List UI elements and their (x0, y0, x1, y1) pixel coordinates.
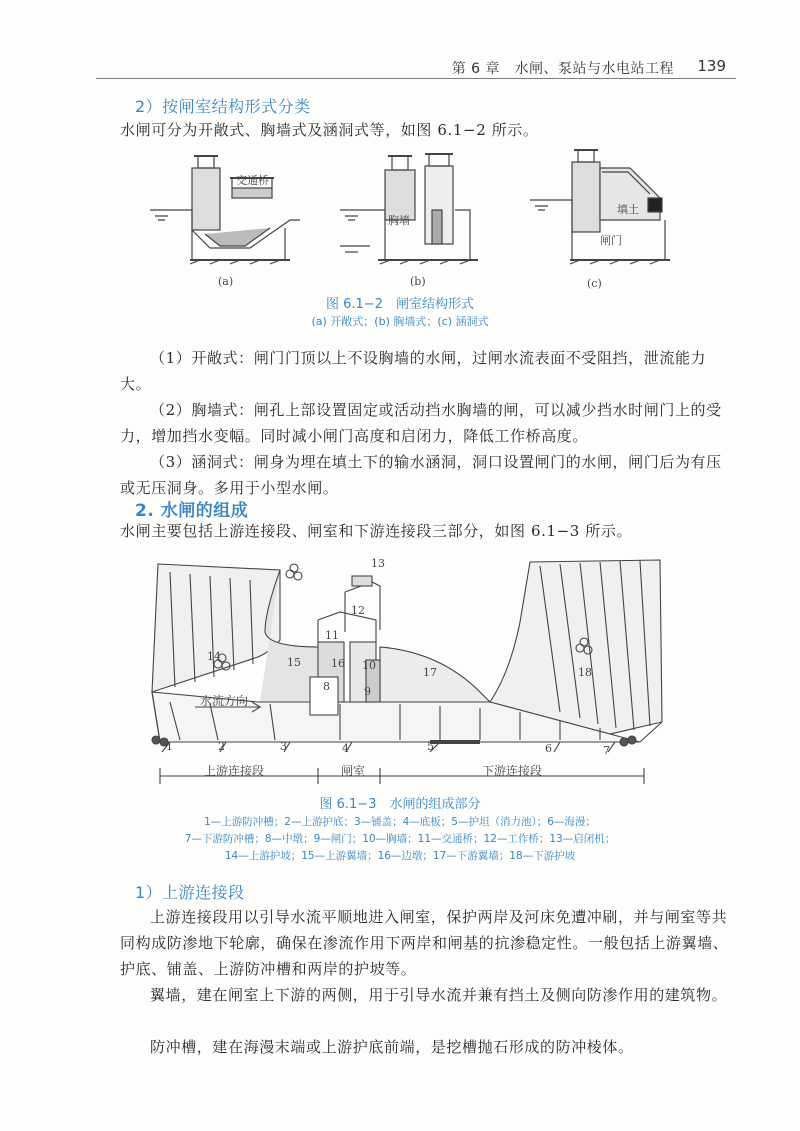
num-15: 15 (287, 656, 301, 669)
num-17: 17 (423, 666, 437, 679)
num-18: 18 (578, 666, 592, 679)
num-1: 1 (166, 740, 173, 753)
fig-sublabel-c: (c) (587, 277, 602, 290)
label-gate: 闸门 (600, 234, 622, 247)
num-5: 5 (427, 740, 434, 753)
type-culvert: （3）涵洞式：闸身为埋在填土下的输水涵洞，洞口设置闸门的水闸，闸门后为有压或无压洞身。多用于小型水闸。 (120, 453, 722, 497)
legend-line: 1—上游防冲槽；2—上游护底；3—铺盖；4—底板；5—护坦（消力池）；6—海漫； (204, 816, 596, 828)
num-2: 2 (218, 740, 225, 753)
label-bridge: 交通桥 (236, 174, 269, 187)
num-14: 14 (207, 650, 221, 663)
structure-intro: 水闸可分为开敞式、胸墙式及涵洞式等，如图 6.1−2 所示。 (120, 121, 539, 139)
figure-6-1-2 (150, 148, 670, 288)
num-3: 3 (280, 740, 287, 753)
fig612-subcaption: (a) 开敞式；(b) 胸墙式；(c) 涵洞式 (311, 315, 489, 328)
num-7: 7 (603, 744, 610, 757)
section-heading-composition: 2. 水闸的组成 (135, 501, 249, 521)
segment-chamber-label: 闸室 (341, 764, 366, 778)
fig-b-breastwall-type (340, 154, 478, 264)
num-16: 16 (331, 657, 345, 670)
composition-intro: 水闸主要包括上游连接段、闸室和下游连接段三部分，如图 6.1−3 所示。 (120, 522, 633, 540)
num-4: 4 (342, 742, 349, 755)
running-header (96, 52, 736, 79)
upstream-paragraph-1: 上游连接段用以引导水流平顺地进入闸室，保护两岸及河床免遭冲刷，并与闸室等共同构成防渗地下轮廓，确保在渗流作用下两岸和闸基的抗渗稳定性。一般包括上游翼墙、护底、铺盖、上游防冲槽和两岸的护坡等。 (120, 908, 729, 978)
segment-upstream-label: 上游连接段 (204, 764, 265, 778)
num-11: 11 (325, 629, 339, 642)
segment-downstream-label: 下游连接段 (482, 764, 543, 778)
label-fill: 填土 (617, 203, 639, 216)
legend-line: 14—上游护坡；15—上游翼墙；16—边墩；17—下游翼墙；18—下游护坡 (224, 850, 576, 862)
num-12: 12 (351, 604, 365, 617)
fig613-legend (120, 814, 680, 865)
page-number: 139 (697, 57, 726, 75)
num-8: 8 (323, 680, 330, 693)
upstream-paragraph-3: 防冲槽，建在海漫末端或上游护底前端，是挖槽抛石形成的防冲棱体。 (150, 1038, 634, 1056)
type-open: （1）开敞式：闸门门顶以上不设胸墙的水闸，过闸水流表面不受阻挡，泄流能力大。 (120, 349, 707, 393)
flow-direction-label: 水流方向 (200, 694, 249, 708)
num-6: 6 (545, 742, 552, 755)
fig-sublabel-a: (a) (218, 275, 234, 288)
section-heading-upstream: 1）上游连接段 (135, 883, 245, 902)
num-9: 9 (364, 685, 371, 698)
type-breastwall: （2）胸墙式：闸孔上部设置固定或活动挡水胸墙的闸，可以减少挡水时闸门上的受力，增加挡水变幅。同时减小闸门高度和启闭力，降低工作桥高度。 (120, 401, 722, 445)
chapter-title: 第 6 章 水闸、泵站与水电站工程 (451, 61, 674, 77)
num-10: 10 (362, 659, 376, 672)
label-breastwall: 胸墙 (388, 214, 410, 227)
legend-line: 7—下游防冲槽；8—中墩；9—闸门；10—胸墙；11—交通桥；12—工作桥；13—启闭机； (184, 833, 616, 845)
num-13: 13 (371, 557, 385, 570)
upstream-paragraph-2: 翼墙，建在闸室上下游的两侧，用于引导水流并兼有挡土及侧向防渗作用的建筑物。 (150, 986, 728, 1004)
section-heading-structure: 2）按闸室结构形式分类 (135, 97, 311, 116)
fig-sublabel-b: (b) (410, 275, 426, 288)
fig613-caption: 图 6.1−3 水闸的组成部分 (319, 797, 481, 812)
fig612-caption: 图 6.1−2 闸室结构形式 (326, 297, 474, 312)
fig-a-open-type (150, 156, 300, 264)
